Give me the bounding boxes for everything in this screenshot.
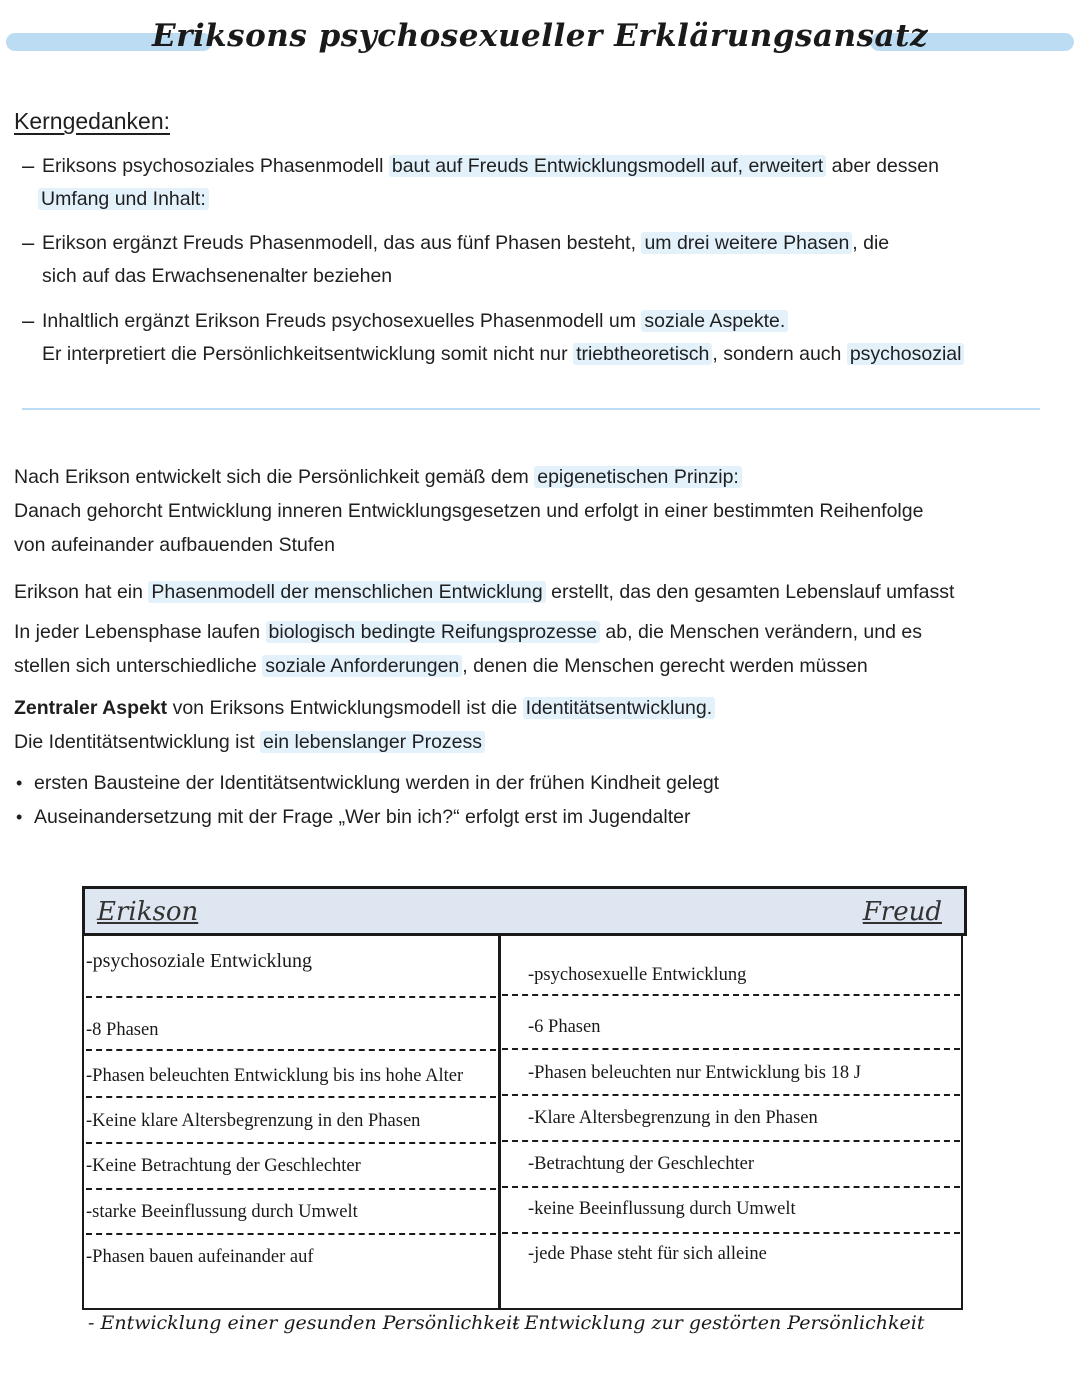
table-cell-erikson: -psychosoziale Entwicklung [86, 950, 313, 972]
text-segment: ab, die Menschen verändern, und es [600, 621, 922, 643]
table-cell-freud: -6 Phasen [528, 1017, 601, 1037]
handwritten-note-erikson: - Entwicklung einer gesunden Persönlichkeit [88, 1312, 520, 1334]
table-column-separator [498, 936, 501, 1310]
text-segment: erstellt, das den gesamten Lebenslauf umfasst [545, 581, 955, 603]
text-segment: Die Identitätsentwicklung ist [14, 731, 261, 753]
text-segment: Erikson hat ein [14, 581, 149, 603]
section-divider [22, 408, 1040, 410]
table-cell-erikson: -starke Beeinflussung durch Umwelt [86, 1202, 358, 1222]
text-segment: Erikson ergänzt Freuds Phasenmodell, das aus fünf Phasen besteht, [42, 232, 642, 254]
row-separator [502, 1048, 960, 1050]
bullet-item-2: Auseinandersetzung mit der Frage „Wer bin ich?“ erfolgt erst im Jugendalter [34, 806, 691, 828]
highlighted-text: biologisch bedingte Reifungsprozesse [266, 621, 600, 643]
comparison-table [82, 886, 967, 1310]
table-cell-erikson: -8 Phasen [86, 1020, 159, 1040]
row-separator [502, 1232, 960, 1234]
highlighted-text: psychosozial [847, 343, 965, 365]
kern-item-3-line-1 [42, 304, 788, 338]
row-separator [86, 1049, 496, 1051]
row-separator [502, 1140, 960, 1142]
table-header-erikson: Erikson [97, 897, 199, 927]
table-cell-freud: -Klare Altersbegrenzung in den Phasen [528, 1108, 818, 1128]
text-segment: Inhaltlich ergänzt Erikson Freuds psychosexuelles Phasenmodell um [42, 310, 642, 332]
kern-item-3-line-2 [42, 337, 964, 371]
table-cell-erikson: -Phasen bauen aufeinander auf [86, 1247, 314, 1267]
list-dash: – [22, 308, 35, 333]
highlighted-text: soziale Aspekte. [641, 310, 788, 332]
highlighted-text: soziale Anforderungen [262, 655, 462, 677]
text-segment: Er interpretiert die Persönlichkeitsentwicklung somit nicht nur [42, 343, 574, 365]
list-dash: – [22, 153, 35, 178]
bullet-dot: • [16, 773, 23, 793]
paragraph-line [14, 494, 923, 528]
kern-item-2-line-2 [42, 259, 392, 293]
row-separator [502, 1186, 960, 1188]
paragraph-line [14, 725, 485, 759]
highlighted-text: Identitätsentwicklung. [523, 697, 715, 719]
paragraph-line [14, 615, 922, 649]
text-segment: Nach Erikson entwickelt sich die Persönlichkeit gemäß dem [14, 466, 535, 488]
highlighted-text: ein lebenslanger Prozess [260, 731, 485, 753]
paragraph-line [14, 575, 954, 609]
table-cell-freud: -Phasen beleuchten nur Entwicklung bis 18 J [528, 1063, 861, 1083]
table-cell-freud: -psychosexuelle Entwicklung [528, 965, 747, 985]
kern-item-2-line-1 [42, 226, 889, 260]
row-separator [86, 1142, 496, 1144]
paragraph-line [14, 691, 715, 725]
table-cell-freud: -keine Beeinflussung durch Umwelt [528, 1199, 796, 1219]
row-separator [86, 1096, 496, 1098]
text-segment: stellen sich unterschiedliche [14, 655, 263, 677]
kern-item-1-line-1 [42, 149, 939, 183]
text-segment: Eriksons psychosoziales Phasenmodell [42, 155, 389, 177]
table-cell-freud: -jede Phase steht für sich alleine [528, 1244, 767, 1264]
bullet-item-1: ersten Bausteine der Identitätsentwicklung werden in der frühen Kindheit gelegt [34, 772, 720, 794]
text-segment: sich auf das Erwachsenenalter beziehen [42, 265, 393, 287]
text-segment: von Eriksons Entwicklungsmodell ist die [167, 697, 523, 719]
section-heading-kerngedanken: Kerngedanken: [14, 108, 171, 134]
text-segment: , denen die Menschen gerecht werden müssen [462, 655, 868, 677]
highlighted-text: Umfang und Inhalt: [38, 188, 209, 210]
text-segment: aber dessen [826, 155, 939, 177]
kern-item-1-line-2 [38, 182, 209, 216]
page-title: Eriksons psychosexueller Erklärungsansatz [151, 18, 929, 54]
highlighted-text: triebtheoretisch [573, 343, 712, 365]
highlighted-text: um drei weitere Phasen [641, 232, 852, 254]
table-cell-erikson: -Keine Betrachtung der Geschlechter [86, 1156, 361, 1176]
text-segment: , die [852, 232, 890, 254]
table-header [82, 886, 967, 936]
table-header-freud: Freud [862, 897, 942, 927]
table-cell-erikson: -Keine klare Altersbegrenzung in den Phasen [86, 1111, 421, 1131]
text-segment: Zentraler Aspekt [14, 697, 168, 719]
row-separator [502, 1094, 960, 1096]
bullet-dot: • [16, 807, 23, 827]
text-segment: von aufeinander aufbauenden Stufen [14, 534, 335, 556]
list-dash: – [22, 230, 35, 255]
text-segment: Danach gehorcht Entwicklung inneren Entwicklungsgesetzen und erfolgt in einer bestimmten Reihenfolge [14, 500, 924, 522]
highlighted-text: baut auf Freuds Entwicklungsmodell auf, erweitert [389, 155, 826, 177]
handwritten-note-freud: - Entwicklung zur gestörten Persönlichkeit [512, 1312, 925, 1334]
text-segment: , sondern auch [712, 343, 847, 365]
paragraph-line [14, 528, 335, 562]
row-separator [86, 996, 496, 998]
text-segment: In jeder Lebensphase laufen [14, 621, 266, 643]
row-separator [86, 1233, 496, 1235]
table-cell-freud: -Betrachtung der Geschlechter [528, 1154, 755, 1174]
paragraph-line [14, 460, 742, 494]
highlighted-text: epigenetischen Prinzip: [534, 466, 742, 488]
row-separator [86, 1188, 496, 1190]
table-cell-erikson: -Phasen beleuchten Entwicklung bis ins hohe Alter [86, 1066, 464, 1086]
highlighted-text: Phasenmodell der menschlichen Entwicklung [148, 581, 545, 603]
row-separator [502, 994, 960, 996]
paragraph-line [14, 649, 868, 683]
